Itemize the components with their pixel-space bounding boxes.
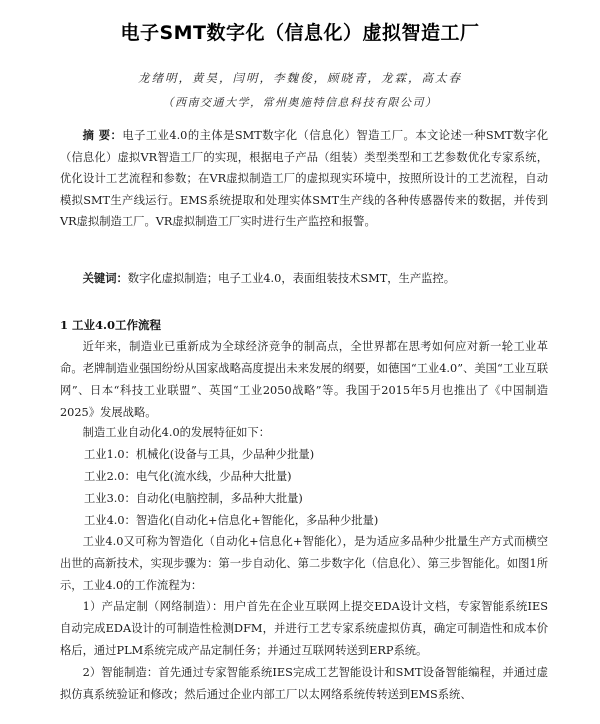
list-item: 工业2.0：电气化(流水线，少品种大批量) xyxy=(84,470,292,483)
keywords-label: 关键词： xyxy=(82,271,128,285)
body-paragraph-3: 工业4.0又可称为智造化（自动化+信息化+智能化），是为适应多品种少批量生产方式而横空出世的高新技术，实现步骤为：第一步自动化、第二步数字化（信息化）、第三步智能化。如图1所示，工业4.0的工作流程为： xyxy=(60,535,548,592)
author-list: 龙绪明，黄昊，闫明，李魏俊，顾晓青，龙霖，高太春 xyxy=(138,71,462,85)
section-heading: 1 工业4.0工作流程 xyxy=(60,318,162,332)
list-item: 工业3.0：自动化(电脑控制，多品种大批量) xyxy=(84,492,303,505)
body-paragraph-2: 制造工业自动化4.0的发展特征如下： xyxy=(82,426,271,439)
abstract xyxy=(60,125,548,233)
abstract-label: 摘 要： xyxy=(82,128,123,142)
paper-title: 电子SMT数字化（信息化）虚拟智造工厂 xyxy=(120,22,480,44)
body-paragraph-4: 1）产品定制（网络制造）：用户首先在企业互联网上提交EDA设计文档，专家智能系统IES自动完成EDA设计的可制造性检测DFM，并进行工艺专家系统虚拟仿真，确定可制造性和成本价格后，通过PLM系统完成产品定制任务；并通过互联网转送到ERP系统。 xyxy=(60,600,548,657)
body-paragraph-5: 2）智能制造：首先通过专家智能系统IES完成工艺智能设计和SMT设备智能编程，并通过虚拟仿真系统验证和修改；然后通过企业内部工厂以太网络系统传转送到EMS系统、 xyxy=(60,666,548,701)
affiliation: （西南交通大学，常州奥施特信息科技有限公司） xyxy=(162,96,438,109)
list-item: 工业1.0：机械化(设备与工具，少品种少批量) xyxy=(84,448,315,461)
abstract-text: 电子工业4.0的主体是SMT数字化（信息化）智造工厂。本文论述一种SMT数字化（信息化）虚拟VR智造工厂的实现，根据电子产品（组装）类型类型和工艺参数优化专家系统，优化设计工艺流程和参数；在VR虚拟制造工厂的虚拟现实环境中，按照所设计的工艺流程，自动模拟SMT生产线运行。EMS系统提取和处理实体SMT生产线的各种传感器传来的数据，并传到VR虚拟制造工厂。VR虚拟制造工厂实时进行生产监控和报警。 xyxy=(60,129,548,228)
keywords xyxy=(60,268,548,289)
keywords-text: 数字化虚拟制造；电子工业4.0，表面组装技术SMT，生产监控。 xyxy=(127,272,456,285)
body-paragraph-1: 近年来，制造业已重新成为全球经济竞争的制高点，全世界都在思考如何应对新一轮工业革命。老牌制造业强国纷纷从国家战略高度提出未来发展的纲要，如德国“工业4.0”、美国“工业互联网”、日本“科技工业联盟”、英国“工业2050战略”等。我国于2015年5月也推出了《中国制造2025》发展战略。 xyxy=(60,340,548,419)
list-item: 工业4.0：智造化(自动化+信息化+智能化，多品种少批量) xyxy=(84,514,379,527)
